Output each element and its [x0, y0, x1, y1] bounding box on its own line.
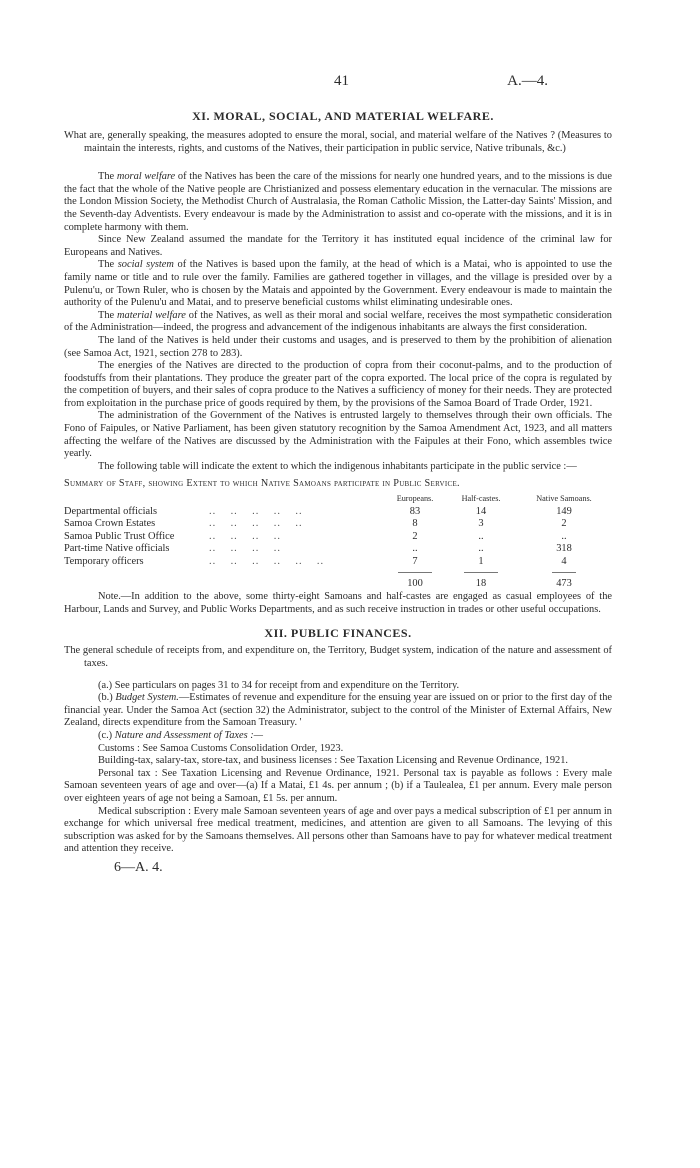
- cell-europeans: 7: [412, 556, 418, 567]
- paragraph-table-intro: The following table will indicate the extent to which the indigenous inhabitants participate in the public service :—: [98, 460, 577, 472]
- table-row: [64, 506, 612, 519]
- row-leader-dots: .. .. .. ..: [209, 530, 281, 542]
- row-label: Departmental officials: [64, 505, 157, 517]
- cell-native-samoans: 318: [556, 543, 572, 555]
- item-b-budget-system: [64, 692, 612, 730]
- cell-half-castes: 14: [475, 505, 487, 517]
- page-body: [64, 109, 612, 876]
- cell-europeans: 83: [409, 505, 421, 517]
- total-europeans: 100: [407, 577, 423, 589]
- section-xii-question: The general schedule of receipts from, and expenditure on, the Territory, Budget system, indication of the nature and assessment of taxes.: [64, 645, 612, 669]
- item-c-taxes: [64, 730, 612, 743]
- row-leader-dots: .. .. .. ..: [209, 543, 281, 555]
- row-label: Samoa Public Trust Office: [64, 530, 175, 542]
- cell-half-castes: 3: [478, 518, 484, 530]
- table-note: Note.—In addition to the above, some thirty-eight Samoans and half-castes are engaged as casual employees of the Harbour, Lands and Survey, and Public Works Departments, and as such receive instruction in trades or other useful occupations.: [64, 591, 612, 615]
- paragraph-administration: The administration of the Government of the Natives is entrusted largely to themselves through their own officials. The Fono of Faipules, or Native Parliament, has been given statutory recognition by the Samoa Amendment Act, 1923, and all matters affecting the welfare of the Natives are discussed by the Administration with the Faipules at their Fono, which assembles twice yearly.: [64, 410, 612, 460]
- total-half-castes: 18: [475, 577, 487, 589]
- cell-native-samoans: 2: [561, 518, 567, 530]
- row-label: Samoa Crown Estates: [64, 518, 156, 530]
- row-leader-dots: .. .. .. .. ..: [209, 518, 303, 530]
- row-label: Part-time Native officials: [64, 543, 170, 555]
- cell-europeans: 8: [412, 518, 418, 530]
- cell-half-castes: 1: [478, 556, 484, 567]
- document-reference: A.—4.: [507, 73, 548, 89]
- text-lead: The: [98, 259, 118, 271]
- paragraph-moral-welfare: [64, 171, 612, 234]
- paragraph-medical-subscription: Medical subscription : Every male Samoan seventeen years of age and over pays a medical subscription of £1 per annum in exchange for which universal free medical treatment, medicines, and attention are given to all Samoans. The levying of this subscription was asked for by the Samoans themselves. All persons other than Samoans have to pay for whatever medical treatment and attention they receive.: [64, 805, 612, 855]
- staff-table-header-row: [64, 493, 612, 506]
- total-rule-europeans: [384, 569, 446, 578]
- total-rule-half-castes: [446, 569, 516, 578]
- table-row: [64, 531, 612, 544]
- section-xii-title: XII. PUBLIC FINANCES.: [264, 626, 412, 641]
- cell-half-castes: ..: [478, 530, 484, 542]
- staff-table-caption: Summary of Staff, showing Extent to which Native Samoans participate in Public Service.: [64, 478, 460, 490]
- paragraph-personal-tax: Personal tax : See Taxation Licensing and Revenue Ordinance, 1921. Personal tax is payable as follows : Every male Samoan seventeen years of age and over—(a) If a Matai, £1 4s. per annum ; (b) if a Taulealea, £1 per annum. Every male person over eighteen years of age not being a Samoan, £1 5s. per annum.: [64, 767, 612, 804]
- section-xi-title: XI. MORAL, SOCIAL, AND MATERIAL WELFARE.: [192, 109, 494, 123]
- item-label: (b.): [98, 692, 116, 704]
- paragraph-building-tax: Building-tax, salary-tax, store-tax, and business licenses : See Taxation Licensing and Revenue Ordinance, 1921.: [98, 755, 568, 767]
- paragraph-copra: The energies of the Natives are directed to the production of copra from their coconut-palms, and to the production of foodstuffs from their plantations. They produce the greater part of the copra exported. The local price of the copra is regulated by the competition of buyers, and their sales of copra produce to the Natives a sufficiency of money for their needs. They are protected from exploitation in the purchase price of goods required by them, by the provisions of the Samoa Board of Trade Order, 1921.: [64, 360, 612, 409]
- paragraph-material-welfare: [64, 310, 612, 335]
- cell-half-castes: ..: [478, 543, 484, 555]
- text-lead: The: [98, 309, 118, 321]
- emphasis-budget-system: Budget System.: [115, 692, 179, 704]
- paragraph-land: The land of the Natives is held under their customs and usages, and is preserved to them by the prohibition of alienation (see Samoa Act, 1921, section 278 to 283).: [64, 334, 612, 359]
- footer-signature: 6—A. 4.: [114, 859, 163, 875]
- cell-native-samoans: 4: [561, 556, 567, 567]
- text-lead: The: [98, 171, 117, 183]
- row-leader-dots: .. .. .. .. ..: [209, 505, 303, 517]
- cell-europeans: 2: [412, 530, 418, 542]
- text-rest: of the Natives has been the care of the missions for nearly one hundred years, and to the missions is due the fact that the whole of the Native people are Christianized and possess elementary education in the vernacular. The missions are the London Mission Society, the Methodist Church of Australasia, the Roman Catholic Mission, the Latter-day Saints' Mission, and the Seventh-day Adventists. Every endeavour is made by the Administration to assist and co-operate with the missions, and it is in complete harmony with them.: [64, 171, 612, 233]
- emphasis-taxes: Nature and Assessment of Taxes :—: [114, 729, 263, 741]
- column-header-native-samoans: Native Samoans.: [536, 494, 592, 504]
- emphasis-material-welfare: material welfare: [117, 309, 186, 321]
- staff-table-total-row: [64, 578, 612, 591]
- cell-europeans: ..: [412, 543, 418, 555]
- row-leader-dots: .. .. .. .. .. ..: [209, 556, 325, 567]
- staff-table: [64, 493, 612, 590]
- text-rest: of the Natives is based upon the family, at the head of which is a Matai, who is appointed to use the family name or title and to rule over the family. Families are gathered together in villages, and the village is presided over by a Pulenu'u, or Town Ruler, who is chosen by the Matais and appointed by the Government. Every endeavour is made to maintain the authority of the Pulenu'u and Matai, and to preserve beneficial customs whilst eliminating undesirable ones.: [64, 259, 612, 309]
- paragraph-criminal-law: Since New Zealand assumed the mandate for the Territory it has instituted equal incidence of the criminal law for Europeans and Natives.: [64, 234, 612, 258]
- column-header-europeans: Europeans.: [396, 494, 434, 504]
- paragraph-social-system: [64, 259, 612, 309]
- total-native-samoans: 473: [556, 577, 572, 589]
- total-rule-native-samoans: [516, 569, 612, 578]
- section-xi-question: What are, generally speaking, the measures adopted to ensure the moral, social, and material welfare of the Natives ? (Measures to maintain the interests, rights, and customs of the Natives, their participation in public service, Native tribunals, &c.): [64, 130, 612, 154]
- page-header: [0, 73, 548, 93]
- column-header-half-castes: Half-castes.: [461, 494, 501, 504]
- text-rest: —Estimates of revenue and expenditure for the ensuing year are issued on or prior to the first day of the financial year. Under the Samoa Act (section 32) the Administrator, subject to the control of the Minister of External Affairs, New Zealand, directs expenditure from the Samoan Treasury. ': [64, 692, 612, 729]
- emphasis-social-system: social system: [117, 259, 174, 271]
- table-row: [64, 518, 612, 531]
- row-label: Temporary officers: [64, 556, 144, 567]
- page-number: 41: [334, 73, 349, 89]
- item-label: (c.): [98, 729, 115, 741]
- table-row: [64, 543, 612, 556]
- emphasis-moral-welfare: moral welfare: [116, 171, 176, 183]
- staff-table-rule-row: [64, 569, 612, 578]
- cell-native-samoans: 149: [556, 505, 572, 517]
- paragraph-customs: Customs : See Samoa Customs Consolidation Order, 1923.: [98, 742, 344, 754]
- table-row: [64, 556, 612, 569]
- text-rest: of the Natives, as well as their moral and social welfare, receives the most sympathetic consideration of the Administration—indeed, the progress and advancement of the indigenous inhabitants are always the first consideration.: [64, 309, 612, 334]
- item-a-receipts: (a.) See particulars on pages 31 to 34 for receipt from and expenditure on the Territory.: [98, 679, 460, 691]
- cell-native-samoans: ..: [561, 530, 567, 542]
